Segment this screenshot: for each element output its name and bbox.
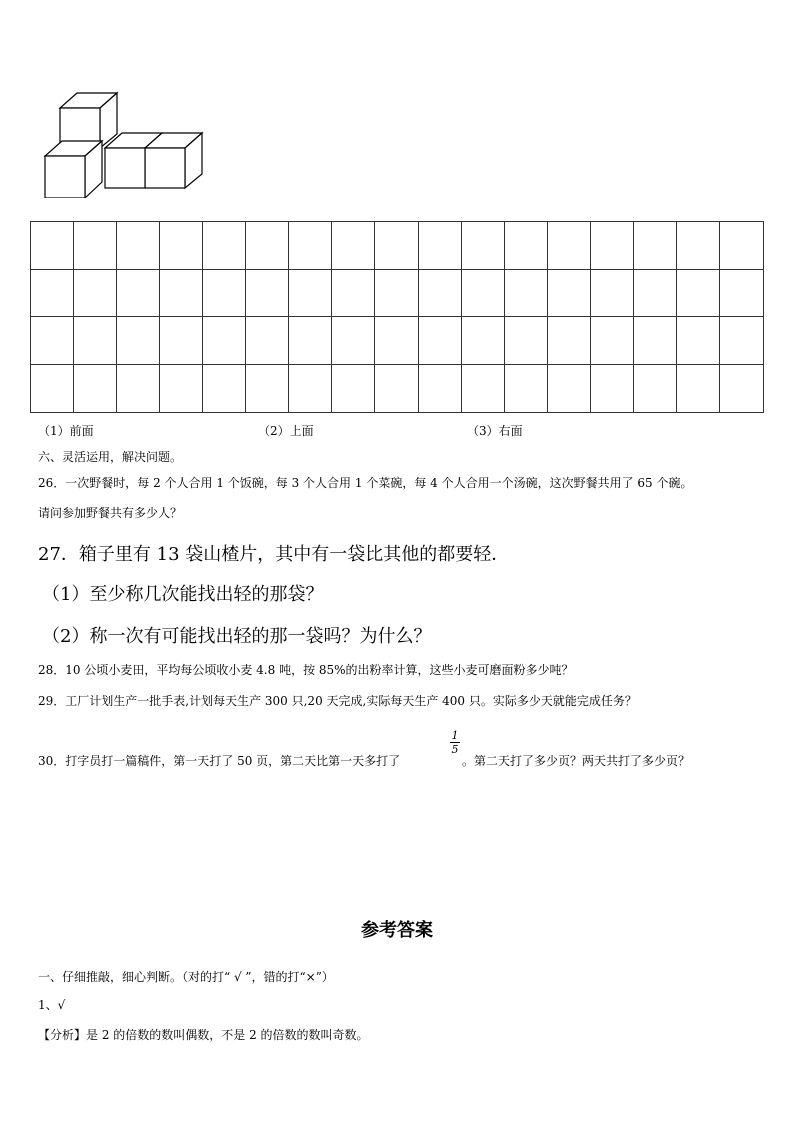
grid-cell bbox=[462, 365, 505, 413]
grid-cell bbox=[246, 270, 289, 318]
fraction-denominator: 5 bbox=[451, 743, 459, 756]
grid-cell bbox=[505, 317, 548, 365]
q28: 28．10 公顷小麦田，平均每公顷收小麦 4.8 吨，按 85%的出粉率计算，这些小麦可磨面粉多少吨？ bbox=[38, 663, 574, 677]
grid-cell bbox=[591, 222, 634, 270]
grid-cell bbox=[634, 222, 677, 270]
q29: 29．工厂计划生产一批手表,计划每天生产 300 只,20 天完成,实际每天生产 400 只。实际多少天就能完成任务？ bbox=[38, 694, 637, 708]
grid-cell bbox=[720, 317, 763, 365]
grid-cell bbox=[634, 270, 677, 318]
grid-cell bbox=[246, 222, 289, 270]
grid-cell bbox=[289, 222, 332, 270]
grid-cell bbox=[160, 270, 203, 318]
grid-cell bbox=[720, 222, 763, 270]
answers-title: 参考答案 bbox=[361, 920, 433, 941]
grid-cell bbox=[246, 365, 289, 413]
grid-cell bbox=[591, 317, 634, 365]
section6-heading: 六、灵活运用，解决问题。 bbox=[38, 450, 183, 464]
section1-heading: 一、仔细推敲，细心判断。（对的打“ √ ”，错的打“×”） bbox=[38, 970, 334, 984]
grid-cell bbox=[505, 270, 548, 318]
drawing-grid bbox=[30, 221, 764, 413]
grid-cell bbox=[720, 270, 763, 318]
grid-cell bbox=[160, 222, 203, 270]
grid-cell bbox=[289, 365, 332, 413]
grid-cell bbox=[117, 365, 160, 413]
q27-line3: （2）称一次有可能找出轻的那一袋吗？为什么？ bbox=[42, 626, 432, 647]
grid-cell bbox=[160, 317, 203, 365]
q27-line2: （1）至少称几次能找出轻的那袋？ bbox=[42, 584, 324, 605]
grid-cell bbox=[548, 270, 591, 318]
grid-cell bbox=[74, 365, 117, 413]
grid-cell bbox=[548, 317, 591, 365]
grid-cell bbox=[677, 222, 720, 270]
grid-cell bbox=[117, 317, 160, 365]
grid-cell bbox=[332, 222, 375, 270]
face-label-right: （3）右面 bbox=[467, 424, 523, 438]
grid-cell bbox=[548, 365, 591, 413]
grid-cell bbox=[419, 365, 462, 413]
grid-cell bbox=[634, 365, 677, 413]
grid-cell bbox=[375, 270, 418, 318]
grid-cell bbox=[332, 270, 375, 318]
grid-cell bbox=[505, 365, 548, 413]
grid-cell bbox=[289, 270, 332, 318]
grid-cell bbox=[31, 317, 74, 365]
grid-cell bbox=[462, 270, 505, 318]
grid-cell bbox=[289, 317, 332, 365]
grid-cell bbox=[375, 317, 418, 365]
face-label-front: （1）前面 bbox=[38, 424, 94, 438]
grid-cell bbox=[375, 222, 418, 270]
grid-cell bbox=[31, 365, 74, 413]
grid-cell bbox=[203, 222, 246, 270]
q26-line2: 请问参加野餐共有多少人？ bbox=[38, 506, 183, 520]
q30-text-before: 30．打字员打一篇稿件，第一天打了 50 页，第二天比第一天多打了 bbox=[38, 754, 401, 768]
q30-fraction bbox=[450, 730, 460, 755]
grid-cell bbox=[634, 317, 677, 365]
grid-cell bbox=[548, 222, 591, 270]
grid-cell bbox=[419, 222, 462, 270]
grid-cell bbox=[203, 365, 246, 413]
grid-cell bbox=[375, 365, 418, 413]
grid-cell bbox=[720, 365, 763, 413]
face-label-top: （2）上面 bbox=[258, 424, 314, 438]
grid-cell bbox=[332, 365, 375, 413]
grid-cell bbox=[419, 317, 462, 365]
grid-cell bbox=[31, 222, 74, 270]
grid-cell bbox=[203, 270, 246, 318]
grid-cell bbox=[677, 365, 720, 413]
grid-cell bbox=[505, 222, 548, 270]
grid-cell bbox=[74, 317, 117, 365]
answer-1: 1、√ bbox=[38, 998, 66, 1012]
grid-cell bbox=[117, 222, 160, 270]
grid-cell bbox=[419, 270, 462, 318]
grid-cell bbox=[591, 365, 634, 413]
grid-cell bbox=[677, 317, 720, 365]
grid-cell bbox=[31, 270, 74, 318]
fraction-numerator: 1 bbox=[451, 729, 459, 742]
q27-line1: 27．箱子里有 13 袋山楂片，其中有一袋比其他的都要轻． bbox=[38, 544, 510, 565]
q26-line1: 26．一次野餐时，每 2 个人合用 1 个饭碗，每 3 个人合用 1 个菜碗，每 4 个人合用一个汤碗，这次野餐共用了 65 个碗。 bbox=[38, 476, 693, 490]
grid-cell bbox=[462, 317, 505, 365]
grid-cell bbox=[117, 270, 160, 318]
analysis-1: 【分析】是 2 的倍数的数叫偶数，不是 2 的倍数的数叫奇数。 bbox=[38, 1028, 369, 1042]
grid-cell bbox=[160, 365, 203, 413]
grid-cell bbox=[332, 317, 375, 365]
grid-cell bbox=[246, 317, 289, 365]
cube-stack-figure bbox=[40, 88, 210, 198]
grid-cell bbox=[591, 270, 634, 318]
grid-cell bbox=[462, 222, 505, 270]
grid-cell bbox=[677, 270, 720, 318]
grid-cell bbox=[74, 222, 117, 270]
grid-cell bbox=[74, 270, 117, 318]
q30-text-after: 。第二天打了多少页？两天共打了多少页？ bbox=[462, 754, 691, 768]
grid-cell bbox=[203, 317, 246, 365]
